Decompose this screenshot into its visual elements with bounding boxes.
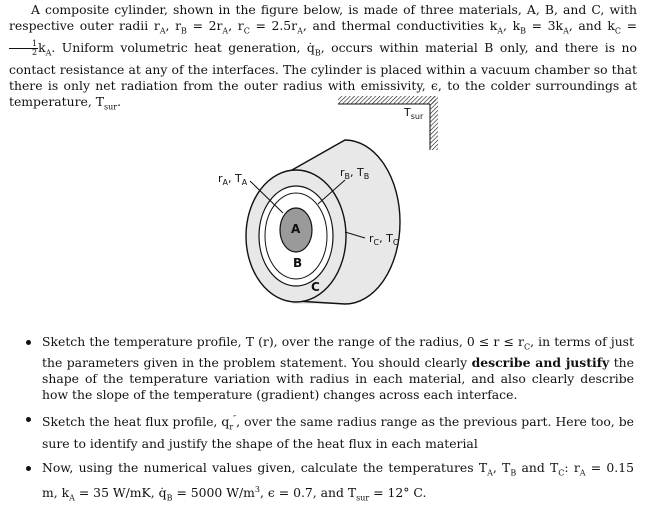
rb-tb-label: $r_B$, $T_B$ [340, 166, 370, 181]
material-a-label: A [291, 222, 301, 236]
fraction-one-half: $\frac{1}{2}$ [9, 40, 38, 57]
tsur-label: $T_{sur}$ [404, 106, 424, 121]
bullet-icon [26, 417, 31, 422]
ra-ta-label: $r_A$, $T_A$ [218, 172, 248, 187]
composite-cylinder-figure [180, 92, 460, 307]
list-item: Sketch the temperature profile, T (r), over the range of the radius, $0 \le r \le r_C$, in terms of just the parameters given in the problem statement. You should clearly describe and justify the shape of the temperature variation with radius in each material, and also clearly describe how the slope of the temperature (gradient) changes across each interface. [26, 334, 634, 403]
cylinder-diagram [180, 92, 460, 307]
surroundings-wall-top [338, 96, 436, 104]
rc-tc-label: $r_C$, $T_C$ [369, 232, 399, 247]
surroundings-wall-right [430, 96, 438, 150]
problem-statement: A composite cylinder, shown in the figure below, is made of three materials, A, B, and C, with respective outer radii $r_A$, $r_B = 2r_A$, $r_C = 2.5r_A$, and thermal conductivities $k_A$, $k_B = 3k_A$, and $k_C$ = $\frac{1}{2}$ $k_A$. Uniform volumetric heat generation, $q̇_B$, occurs within material B only, and there is no contact resistance at any of the interfaces. The cylinder is placed within a vacuum chamber so that there is only net radiation from the outer radius with emissivity, ϵ, to the colder surroundings at temperature, $T_{sur}$. [9, 2, 637, 112]
material-b-label: B [293, 256, 303, 270]
bullet-icon [26, 466, 31, 471]
bullet-icon [26, 340, 31, 345]
material-c-label: C [311, 280, 320, 294]
list-item: Sketch the heat flux profile, $q_r''$, over the same radius range as the previous part. Here too, be sure to identify and justify the shape of the heat flux in each material [26, 411, 634, 452]
task-list [26, 334, 634, 514]
list-item: Now, using the numerical values given, calculate the temperatures $T_A$, $T_B$ and $T_C$: $r_A = 0.15$ m, $k_A = 35$ W/mK, $q̇_B = 5000$ $W/m^3$, ϵ = 0.7, and $T_{sur} = 12^\circ$ C. [26, 460, 634, 506]
